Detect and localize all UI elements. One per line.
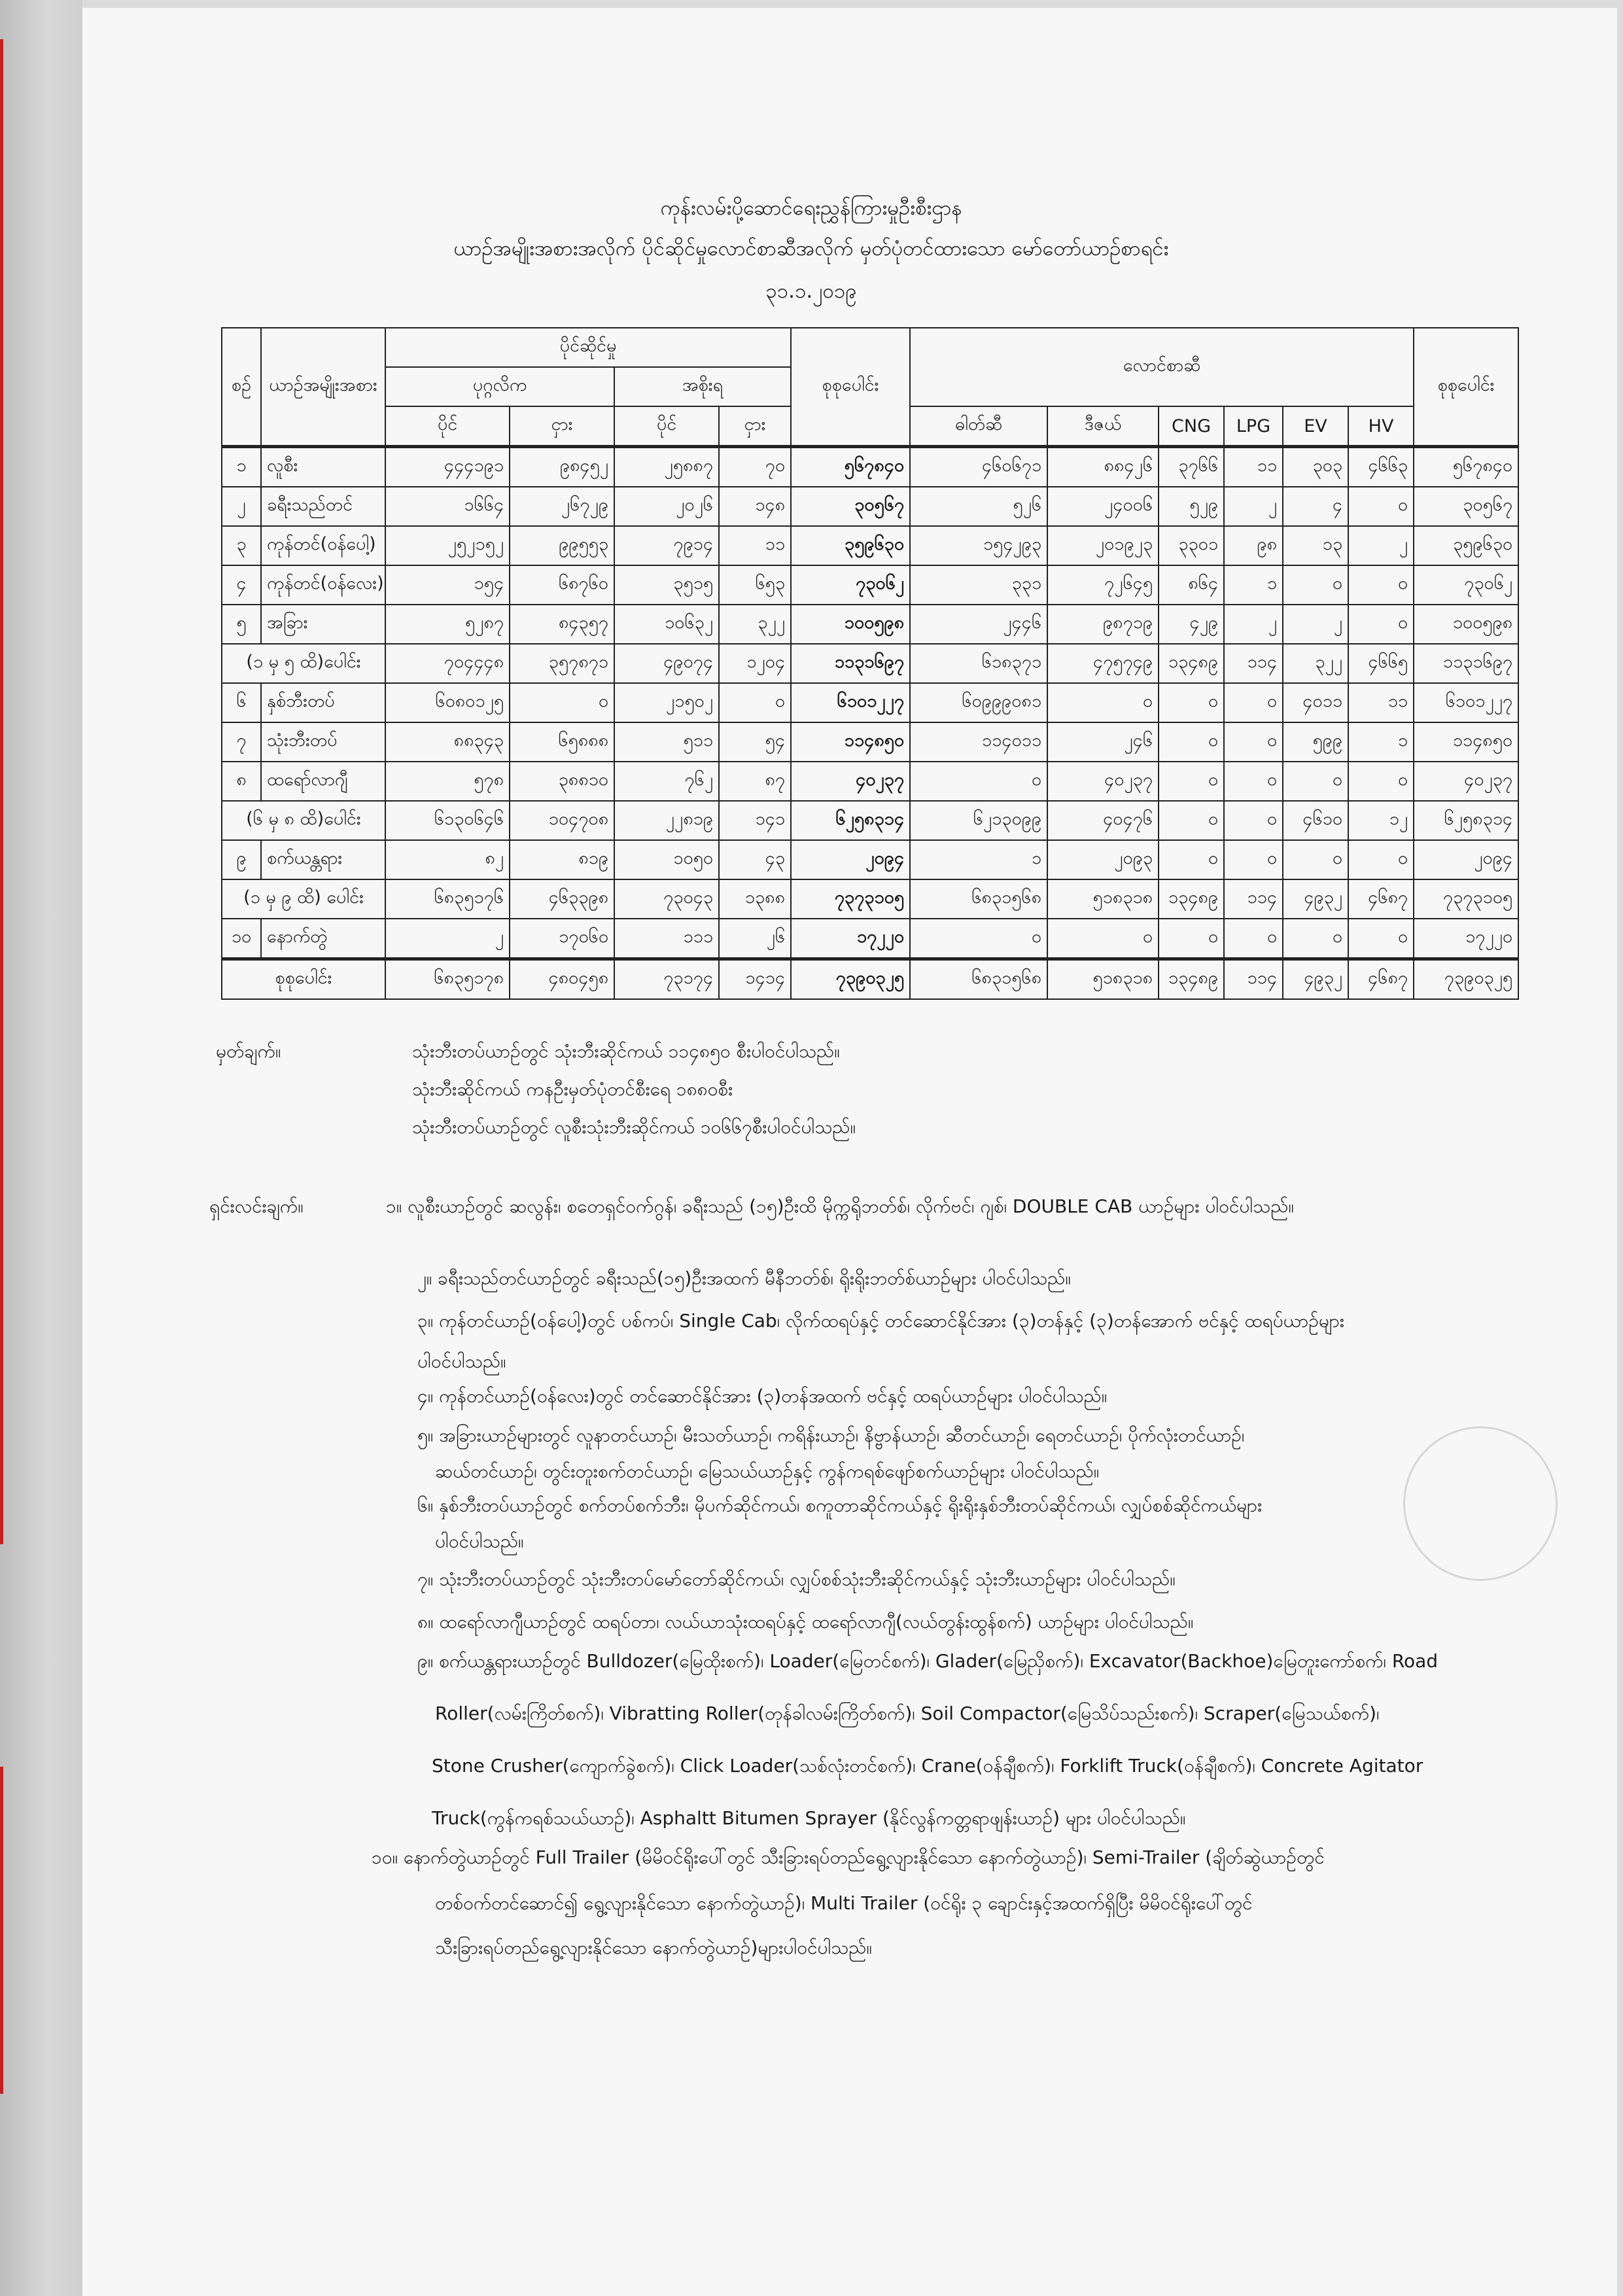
table-cell: ၁၁၁ — [614, 919, 719, 959]
table-cell: ၁၁၃၁၆၉၇ — [1414, 644, 1518, 683]
table-cell: ၉၈၇၁၉ — [1047, 605, 1159, 644]
subtotal-row — [222, 959, 1518, 1000]
table-cell: ၁၁၄ — [1224, 644, 1283, 683]
table-cell: ၂ — [1348, 526, 1414, 565]
table-cell: ၇၂၆၄၅ — [1047, 565, 1159, 605]
row-serial: ၈ — [222, 762, 261, 801]
table-cell: ၀ — [1283, 565, 1348, 605]
subtotal-label: စုစုပေါင်း — [222, 959, 385, 1000]
table-cell: ၅၆၇၈၄၀ — [1414, 447, 1518, 487]
table-cell: ၄၉၀၇၄ — [614, 644, 719, 683]
faint-stamp — [1403, 1426, 1558, 1581]
explanation-line: ၁။ လူစီးယာဉ်တွင် ဆလွန်း၊ စတေရှင်ဝက်ဂွန်၊ ခရီးသည် (၁၅)ဦးထိ မိုက္ကရိုဘတ်စ်၊ လိုက်ဗင်၊ ဂျစ်၊ DOUBLE CAB ယာဉ်များ ပါဝင်ပါသည်။ — [386, 1195, 1294, 1217]
table-cell: ၇၃၉၀၃၂၅ — [791, 959, 910, 1000]
header-total: စုစုပေါင်း — [791, 328, 910, 447]
table-cell: ၇၃၇၃၁၀၅ — [1414, 879, 1518, 919]
table-cell: ၁၂ — [1348, 801, 1414, 840]
table-cell: ၉၈ — [1224, 526, 1283, 565]
header-owned: ပိုင် — [614, 406, 719, 447]
table-cell: ၀ — [1159, 722, 1224, 762]
table-cell: ၃၀၅၆၇ — [1414, 487, 1518, 526]
red-edge-mark — [0, 1767, 3, 2094]
notes-label: မှတ်ချက်။ — [216, 1040, 281, 1062]
row-vehicle-type: စက်ယန္တရား — [261, 840, 385, 879]
explanation-line: Stone Crusher(ကျောက်ခွဲစက်)၊ Click Loader(သစ်လုံးတင်စက်)၊ Crane(ဝန်ချီစက်)၊ Forklift Truck(ဝန်ချီစက်)၊ Concrete Agitator — [432, 1755, 1423, 1776]
table-row — [222, 565, 1518, 605]
table-cell: ၅၁၈၃၁၈ — [1047, 959, 1159, 1000]
row-vehicle-type: နှစ်ဘီးတပ် — [261, 683, 385, 722]
table-cell: ၂ — [1224, 487, 1283, 526]
table-row — [222, 722, 1518, 762]
table-cell: ၈၄၃၅၇ — [510, 605, 614, 644]
explanation-line: ၄။ ကုန်တင်ယာဉ်(ဝန်လေး)တွင် တင်ဆောင်နိုင်အား (၃)တန်အထက် ဗင်နှင့် ထရပ်ယာဉ်များ ပါဝင်ပါသည်။ — [417, 1385, 1108, 1407]
table-cell: ၀ — [910, 919, 1047, 959]
table-cell: ၄၃ — [719, 840, 791, 879]
table-cell: ၆၈၃၅၁၇၈ — [385, 959, 510, 1000]
table-cell: ၁ — [1348, 722, 1414, 762]
table-cell: ၆၈၇၆၀ — [510, 565, 614, 605]
table-cell: ၃၀၅၆၇ — [791, 487, 910, 526]
table-cell: ၂၅၈၈၇ — [614, 447, 719, 487]
table-cell: ၁၀၅၀ — [614, 840, 719, 879]
explanation-line: ၈။ ထရော်လာဂျီယာဉ်တွင် ထရပ်တာ၊ လယ်ယာသုံးထရပ်နှင့် ထရော်လာဂျီ(လယ်တွန်းထွန်စက်) ယာဉ်များ ပါဝင်ပါသည်။ — [417, 1611, 1194, 1633]
table-cell: ၄၆၈၇ — [1348, 959, 1414, 1000]
table-cell: ၀ — [1348, 565, 1414, 605]
table-cell: ၂၀၁၉၂၃ — [1047, 526, 1159, 565]
table-cell: ၂၂၈၁၉ — [614, 801, 719, 840]
explanation-line: ၂။ ခရီးသည်တင်ယာဉ်တွင် ခရီးသည်(၁၅)ဦးအထက် မီနီဘတ်စ်၊ ရိုးရိုးဘတ်စ်ယာဉ်များ ပါဝင်ပါသည်။ — [417, 1267, 1071, 1289]
table-cell: ၅၆၇၈၄၀ — [791, 447, 910, 487]
table-cell: ၄၆၆၅ — [1348, 644, 1414, 683]
table-cell: ၃၃၀၁ — [1159, 526, 1224, 565]
report-title: ယာဉ်အမျိုးအစားအလိုက် ပိုင်ဆိုင်မှုလောင်စာဆီအလိုက် မှတ်ပုံတင်ထားသော မော်တော်ယာဉ်စာရင်း — [453, 237, 1169, 260]
table-cell: ၇၃၁၇၄ — [614, 959, 719, 1000]
header-ownership: ပိုင်ဆိုင်မှု — [385, 328, 791, 367]
table-cell: ၈၁၉ — [510, 840, 614, 879]
table-cell: ၃၇၆၆ — [1159, 447, 1224, 487]
explanation-line: သီးခြားရပ်တည်ရွေ့လျားနိုင်သော နောက်တွဲယာဉ်)များပါဝင်ပါသည်။ — [435, 1937, 872, 1958]
table-cell: ၆၀၉၉၉၀၈၁ — [910, 683, 1047, 722]
table-cell: ၆၂၁၃၀၉၉ — [910, 801, 1047, 840]
table-cell: ၁၀၀၅၉၈ — [791, 605, 910, 644]
table-cell: ၀ — [1224, 801, 1283, 840]
scan-edge-shadow — [0, 0, 82, 2296]
subtotal-label: (၆ မှ ၈ ထိ)ပေါင်း — [222, 801, 385, 840]
table-cell: ၅၂၉ — [1159, 487, 1224, 526]
note-line: သုံးဘီးဆိုင်ကယ် ကနဦးမှတ်ပုံတင်စီးရေ ၁၈၈၀စီး — [412, 1078, 733, 1100]
table-cell: ၂၀၉၃ — [1047, 840, 1159, 879]
table-cell: ၂၀၂၆ — [614, 487, 719, 526]
table-cell: ၀ — [1224, 840, 1283, 879]
vehicle-registration-table — [221, 327, 1519, 1000]
table-cell: ၀ — [1224, 683, 1283, 722]
table-cell: ၄၄၄၁၉၁ — [385, 447, 510, 487]
table-cell: ၀ — [1159, 840, 1224, 879]
table-cell: ၆၅၃ — [719, 565, 791, 605]
table-cell: ၁၄၁ — [719, 801, 791, 840]
header-rented: ငှား — [510, 406, 614, 447]
table-cell: ၆၁၀၁၂၂၇ — [1414, 683, 1518, 722]
table-cell: ၈၈၃၄၃ — [385, 722, 510, 762]
table-cell: ၃၅၉၆၃၀ — [1414, 526, 1518, 565]
table-cell: ၀ — [1159, 919, 1224, 959]
subtotal-label: (၁ မှ ၉ ထိ) ပေါင်း — [222, 879, 385, 919]
table-cell: ၀ — [1283, 840, 1348, 879]
table-row — [222, 447, 1518, 487]
table-row — [222, 840, 1518, 879]
table-cell: ၆၁၃၀၆၄၆ — [385, 801, 510, 840]
table-cell: ၁၇၂၂၀ — [791, 919, 910, 959]
table-cell: ၆၁၀၁၂၂၇ — [791, 683, 910, 722]
table-cell: ၃၅၁၅ — [614, 565, 719, 605]
table-cell: ၉၈၄၅၂ — [510, 447, 614, 487]
table-cell: ၇၃၀၆၂ — [1414, 565, 1518, 605]
table-cell: ၉၉၅၅၃ — [510, 526, 614, 565]
table-cell: ၁၁ — [1348, 683, 1414, 722]
table-cell: ၄၆၆၃ — [1348, 447, 1414, 487]
explanation-line: ၃။ ကုန်တင်ယာဉ်(ဝန်ပေါ့)တွင် ပစ်ကပ်၊ Single Cab၊ လိုက်ထရပ်နှင့် တင်ဆောင်နိုင်အား (၃)တန်နှင့် (၃)တန်အောက် ဗင်နှင့် ထရပ်ယာဉ်များ — [417, 1310, 1344, 1332]
row-vehicle-type: အခြား — [261, 605, 385, 644]
table-cell: ၀ — [1047, 683, 1159, 722]
table-cell: ၀ — [1159, 762, 1224, 801]
table-row — [222, 762, 1518, 801]
table-cell: ၂၆၇၂၉ — [510, 487, 614, 526]
table-cell: ၅၂၆ — [910, 487, 1047, 526]
table-cell: ၀ — [1224, 722, 1283, 762]
row-serial: ၉ — [222, 840, 261, 879]
table-cell: ၀ — [1159, 801, 1224, 840]
table-cell: ၈၆၄ — [1159, 565, 1224, 605]
table-cell: ၂၄၄၆ — [910, 605, 1047, 644]
header-government: အစိုးရ — [614, 367, 791, 406]
table-cell: ၄၇၅၇၄၉ — [1047, 644, 1159, 683]
table-cell: ၀ — [1283, 919, 1348, 959]
header-rented: ငှား — [719, 406, 791, 447]
table-cell: ၃၀၃ — [1283, 447, 1348, 487]
table-cell: ၄၀၄၇၆ — [1047, 801, 1159, 840]
table-cell: ၁၃ — [1283, 526, 1348, 565]
table-cell: ၀ — [1159, 683, 1224, 722]
table-cell: ၂၀၉၄ — [791, 840, 910, 879]
row-vehicle-type: ကုန်တင်(ဝန်လေး) — [261, 565, 385, 605]
table-cell: ၇၀ — [719, 447, 791, 487]
table-cell: ၇၃၉၀၃၂၅ — [1414, 959, 1518, 1000]
table-cell: ၁၁၄ — [1224, 879, 1283, 919]
subtotal-row — [222, 644, 1518, 683]
table-cell: ၂၆ — [719, 919, 791, 959]
table-cell: ၁၄၈ — [719, 487, 791, 526]
explanations-label: ရှင်းလင်းချက်။ — [209, 1195, 304, 1217]
table-cell: ၁၁၄ — [1224, 959, 1283, 1000]
table-cell: ၄၂၉ — [1159, 605, 1224, 644]
table-cell: ၃၈၈၁၀ — [510, 762, 614, 801]
table-cell: ၆၈၃၁၅၆၈ — [910, 959, 1047, 1000]
table-cell: ၁၃၄၈၉ — [1159, 879, 1224, 919]
table-row — [222, 919, 1518, 959]
table-cell: ၀ — [1348, 605, 1414, 644]
explanation-line: ဆယ်တင်ယာဉ်၊ တွင်းတူးစက်တင်ယာဉ်၊ မြေသယ်ယာဉ်နှင့် ကွန်ကရစ်ဖျော်စက်ယာဉ်များ ပါဝင်ပါသည်။ — [435, 1460, 1100, 1482]
row-serial: ၂ — [222, 487, 261, 526]
table-cell: ၁၁၄၀၁၁ — [910, 722, 1047, 762]
table-row — [222, 487, 1518, 526]
explanation-line: ၁၀။ နောက်တွဲယာဉ်တွင် Full Trailer (မိမိဝင်ရိုးပေါ်တွင် သီးခြားရပ်တည်ရွေ့လျားနိုင်သော နောက်တွဲယာဉ်)၊ Semi-Trailer (ချိတ်ဆွဲယာဉ်တွင် — [372, 1846, 1325, 1868]
explanation-line: ၆။ နှစ်ဘီးတပ်ယာဉ်တွင် စက်တပ်စက်ဘီး၊ မိုပက်ဆိုင်ကယ်၊ စကူတာဆိုင်ကယ်နှင့် ရိုးရိုးနှစ်ဘီးတပ်ဆိုင်ကယ်၊ လျှပ်စစ်ဆိုင်ကယ်များ — [417, 1494, 1263, 1516]
row-serial: ၁၀ — [222, 919, 261, 959]
table-cell: ၀ — [1348, 762, 1414, 801]
row-serial: ၆ — [222, 683, 261, 722]
red-edge-mark — [0, 39, 3, 1544]
table-cell: ၇၉၁၄ — [614, 526, 719, 565]
table-cell: ၀ — [1283, 762, 1348, 801]
explanation-line: ၇။ သုံးဘီးတပ်ယာဉ်တွင် သုံးဘီးတပ်မော်တော်ဆိုင်ကယ်၊ လျှပ်စစ်သုံးဘီးဆိုင်ကယ်နှင့် သုံးဘီးယာဉ်များ ပါဝင်ပါသည်။ — [417, 1568, 1176, 1590]
row-serial: ၅ — [222, 605, 261, 644]
table-cell: ၇၀၄၄၄၈ — [385, 644, 510, 683]
table-cell: ၀ — [1348, 840, 1414, 879]
header-fuel-ev: EV — [1283, 406, 1348, 447]
table-cell: ၁၁ — [1224, 447, 1283, 487]
table-cell: ၀ — [510, 683, 614, 722]
table-cell: ၁၁၄၈၅၀ — [791, 722, 910, 762]
table-cell: ၅၉၉ — [1283, 722, 1348, 762]
table-cell: ၅၂၈၇ — [385, 605, 510, 644]
table-cell: ၁၆၆၄ — [385, 487, 510, 526]
table-cell: ၆၂၅၈၃၁၄ — [1414, 801, 1518, 840]
table-cell: ၈၈၄၂၆ — [1047, 447, 1159, 487]
table-cell: ၁ — [1224, 565, 1283, 605]
table-cell: ၀ — [1224, 919, 1283, 959]
table-cell: ၃၂၂ — [719, 605, 791, 644]
note-line: သုံးဘီးတပ်ယာဉ်တွင် လူစီးသုံးဘီးဆိုင်ကယ် ၁၀၆၆၇စီးပါဝင်ပါသည်။ — [412, 1116, 856, 1138]
table-cell: ၄၆၈၇ — [1348, 879, 1414, 919]
table-cell: ၂ — [1283, 605, 1348, 644]
table-cell: ၄ — [1283, 487, 1348, 526]
table-cell: ၆၈၃၁၅၆၈ — [910, 879, 1047, 919]
header-owned: ပိုင် — [385, 406, 510, 447]
table-cell: ၀ — [719, 683, 791, 722]
report-date: ၃၁.၁.၂၀၁၉ — [765, 279, 857, 303]
table-cell: ၂၅၂၁၅၂ — [385, 526, 510, 565]
table-cell: ၁၃၄၈၉ — [1159, 959, 1224, 1000]
table-cell: ၁၄၁၄ — [719, 959, 791, 1000]
table-cell: ၄၀၁၁ — [1283, 683, 1348, 722]
row-serial: ၄ — [222, 565, 261, 605]
table-cell: ၂၄၀၀၆ — [1047, 487, 1159, 526]
table-cell: ၁၅၄ — [385, 565, 510, 605]
header-fuel-cng: CNG — [1159, 406, 1224, 447]
table-body — [222, 447, 1518, 1000]
header-fuel-diesel: ဒီဇယ် — [1047, 406, 1159, 447]
row-serial: ၃ — [222, 526, 261, 565]
table-cell: ၀ — [1348, 487, 1414, 526]
explanation-line: တစ်ဝက်တင်ဆောင်၍ ရွေ့လျားနိုင်သော နောက်တွဲယာဉ်)၊ Multi Trailer (ဝင်ရိုး ၃ ချောင်းနှင့်အထက်ရှိပြီး မိမိဝင်ရိုးပေါ်တွင် — [435, 1892, 1253, 1914]
table-cell: ၁၁၄၈၅၀ — [1414, 722, 1518, 762]
header-fuel: လောင်စာဆီ — [910, 328, 1414, 406]
note-line: သုံးဘီးတပ်ယာဉ်တွင် သုံးဘီးဆိုင်ကယ် ၁၁၄၈၅၀ စီးပါဝင်ပါသည်။ — [412, 1040, 840, 1062]
table-row — [222, 526, 1518, 565]
table-cell: ၇၆၂ — [614, 762, 719, 801]
explanation-line: ပါဝင်ပါသည်။ — [417, 1351, 506, 1372]
table-cell: ၇၃၇၃၁၀၅ — [791, 879, 910, 919]
explanation-line: ၅။ အခြားယာဉ်များတွင် လူနာတင်ယာဉ်၊ မီးသတ်ယာဉ်၊ ကရိန်းယာဉ်၊ နိဗ္ဗာန်ယာဉ်၊ ဆီတင်ယာဉ်၊ ရေတင်ယာဉ်၊ ပိုက်လုံးတင်ယာဉ်၊ — [417, 1424, 1245, 1446]
header-fuel-lpg: LPG — [1224, 406, 1283, 447]
explanation-line: ပါဝင်ပါသည်။ — [435, 1530, 524, 1552]
table-cell: ၅၁၁ — [614, 722, 719, 762]
row-vehicle-type: လူစီး — [261, 447, 385, 487]
table-cell: ၄၆၃၃၉၈ — [510, 879, 614, 919]
table-cell: ၀ — [1348, 919, 1414, 959]
row-vehicle-type: သုံးဘီးတပ် — [261, 722, 385, 762]
row-vehicle-type: ခရီးသည်တင် — [261, 487, 385, 526]
row-vehicle-type: နောက်တွဲ — [261, 919, 385, 959]
subtotal-row — [222, 801, 1518, 840]
table-row — [222, 683, 1518, 722]
table-cell: ၁၁ — [719, 526, 791, 565]
table-cell: ၂၁၅၀၂ — [614, 683, 719, 722]
table-cell: ၂ — [1224, 605, 1283, 644]
explanation-line: Roller(လမ်းကြိတ်စက်)၊ Vibratting Roller(တုန်ခါလမ်းကြိတ်စက်)၊ Soil Compactor(မြေသိပ်သည်းစက်)၊ Scraper(မြေသယ်စက်)၊ — [435, 1703, 1380, 1724]
table-cell: ၂၀၉၄ — [1414, 840, 1518, 879]
header-row — [222, 328, 1518, 367]
table-cell: ၂၄၆ — [1047, 722, 1159, 762]
subtotal-row — [222, 879, 1518, 919]
table-cell: ၃၅၇၈၇၁ — [510, 644, 614, 683]
table-cell: ၄၉၃၂ — [1283, 879, 1348, 919]
table-cell: ၃၂၂ — [1283, 644, 1348, 683]
table-cell: ၅၇၈ — [385, 762, 510, 801]
row-vehicle-type: ထရော်လာဂျီ — [261, 762, 385, 801]
table-cell: ၄၀၂၃၇ — [1047, 762, 1159, 801]
table-cell: ၁၇၂၂၀ — [1414, 919, 1518, 959]
table-cell: ၆၁၈၃၇၁ — [910, 644, 1047, 683]
table-cell: ၇၃၀၆၂ — [791, 565, 910, 605]
table-cell: ၄၆၀၆၇၁ — [910, 447, 1047, 487]
table-cell: ၀ — [910, 762, 1047, 801]
table-cell: ၆၂၅၈၃၁၄ — [791, 801, 910, 840]
table-cell: ၈၇ — [719, 762, 791, 801]
table-cell: ၄၀၂၃၇ — [1414, 762, 1518, 801]
subtotal-label: (၁ မှ ၅ ထိ)ပေါင်း — [222, 644, 385, 683]
header-vehicle-type: ယာဉ်အမျိုးအစား — [261, 328, 385, 447]
table-cell: ၅၁၈၃၁၈ — [1047, 879, 1159, 919]
table-cell: ၄၀၂၃၇ — [791, 762, 910, 801]
explanation-line: Truck(ကွန်ကရစ်သယ်ယာဉ်)၊ Asphaltt Bitumen Sprayer (နိုင်လွန်ကတ္တရာဖျန်းယာဉ်) များ ပါဝင်ပါသည်။ — [432, 1807, 1186, 1829]
table-cell: ၁၇၀၆၀ — [510, 919, 614, 959]
table-cell: ၀ — [1224, 762, 1283, 801]
table-cell: ၃၅၉၆၃၀ — [791, 526, 910, 565]
table-cell: ၆၅၈၈၈ — [510, 722, 614, 762]
table-cell: ၁၃၄၈၉ — [1159, 644, 1224, 683]
header-private: ပုဂ္ဂလိက — [385, 367, 614, 406]
table-cell: ၈၂ — [385, 840, 510, 879]
header-grand-total: စုစုပေါင်း — [1414, 328, 1518, 447]
table-cell: ၄၈၀၄၅၈ — [510, 959, 614, 1000]
table-cell: ၁ — [910, 840, 1047, 879]
table-cell: ၃၃၁ — [910, 565, 1047, 605]
table-cell: ၁၃၈၈ — [719, 879, 791, 919]
header-fuel-hv: HV — [1348, 406, 1414, 447]
header-serial: စဉ် — [222, 328, 261, 447]
table-cell: ၁၀၄၇၀၈ — [510, 801, 614, 840]
table-cell: ၁၁၃၁၆၉၇ — [791, 644, 910, 683]
table-cell: ၁၅၄၂၉၃ — [910, 526, 1047, 565]
table-cell: ၅၄ — [719, 722, 791, 762]
table-cell: ၄၉၃၂ — [1283, 959, 1348, 1000]
table-cell: ၆၀၈၀၁၂၅ — [385, 683, 510, 722]
row-serial: ၁ — [222, 447, 261, 487]
table-cell: ၆၈၃၅၁၇၆ — [385, 879, 510, 919]
explanation-line: ၉။ စက်ယန္တရားယာဉ်တွင် Bulldozer(မြေထိုးစက်)၊ Loader(မြေတင်စက်)၊ Glader(မြေညှိစက်)၊ Excavator(Backhoe)မြေတူးကော်စက်၊ Road — [417, 1650, 1439, 1672]
table-cell: ၁၀၆၃၂ — [614, 605, 719, 644]
row-vehicle-type: ကုန်တင်(ဝန်ပေါ့) — [261, 526, 385, 565]
table-row — [222, 605, 1518, 644]
table-cell: ၇၃၀၄၃ — [614, 879, 719, 919]
table-cell: ၁၀၀၅၉၈ — [1414, 605, 1518, 644]
table-cell: ၀ — [1047, 919, 1159, 959]
table-cell: ၂ — [385, 919, 510, 959]
header-fuel-petrol: ဓါတ်ဆီ — [910, 406, 1047, 447]
department-title: ကုန်းလမ်းပို့ဆောင်ရေးညွှန်ကြားမှုဦးစီးဌာန — [660, 196, 962, 220]
table-cell: ၁၂၀၄ — [719, 644, 791, 683]
row-serial: ၇ — [222, 722, 261, 762]
table-cell: ၄၆၁၀ — [1283, 801, 1348, 840]
